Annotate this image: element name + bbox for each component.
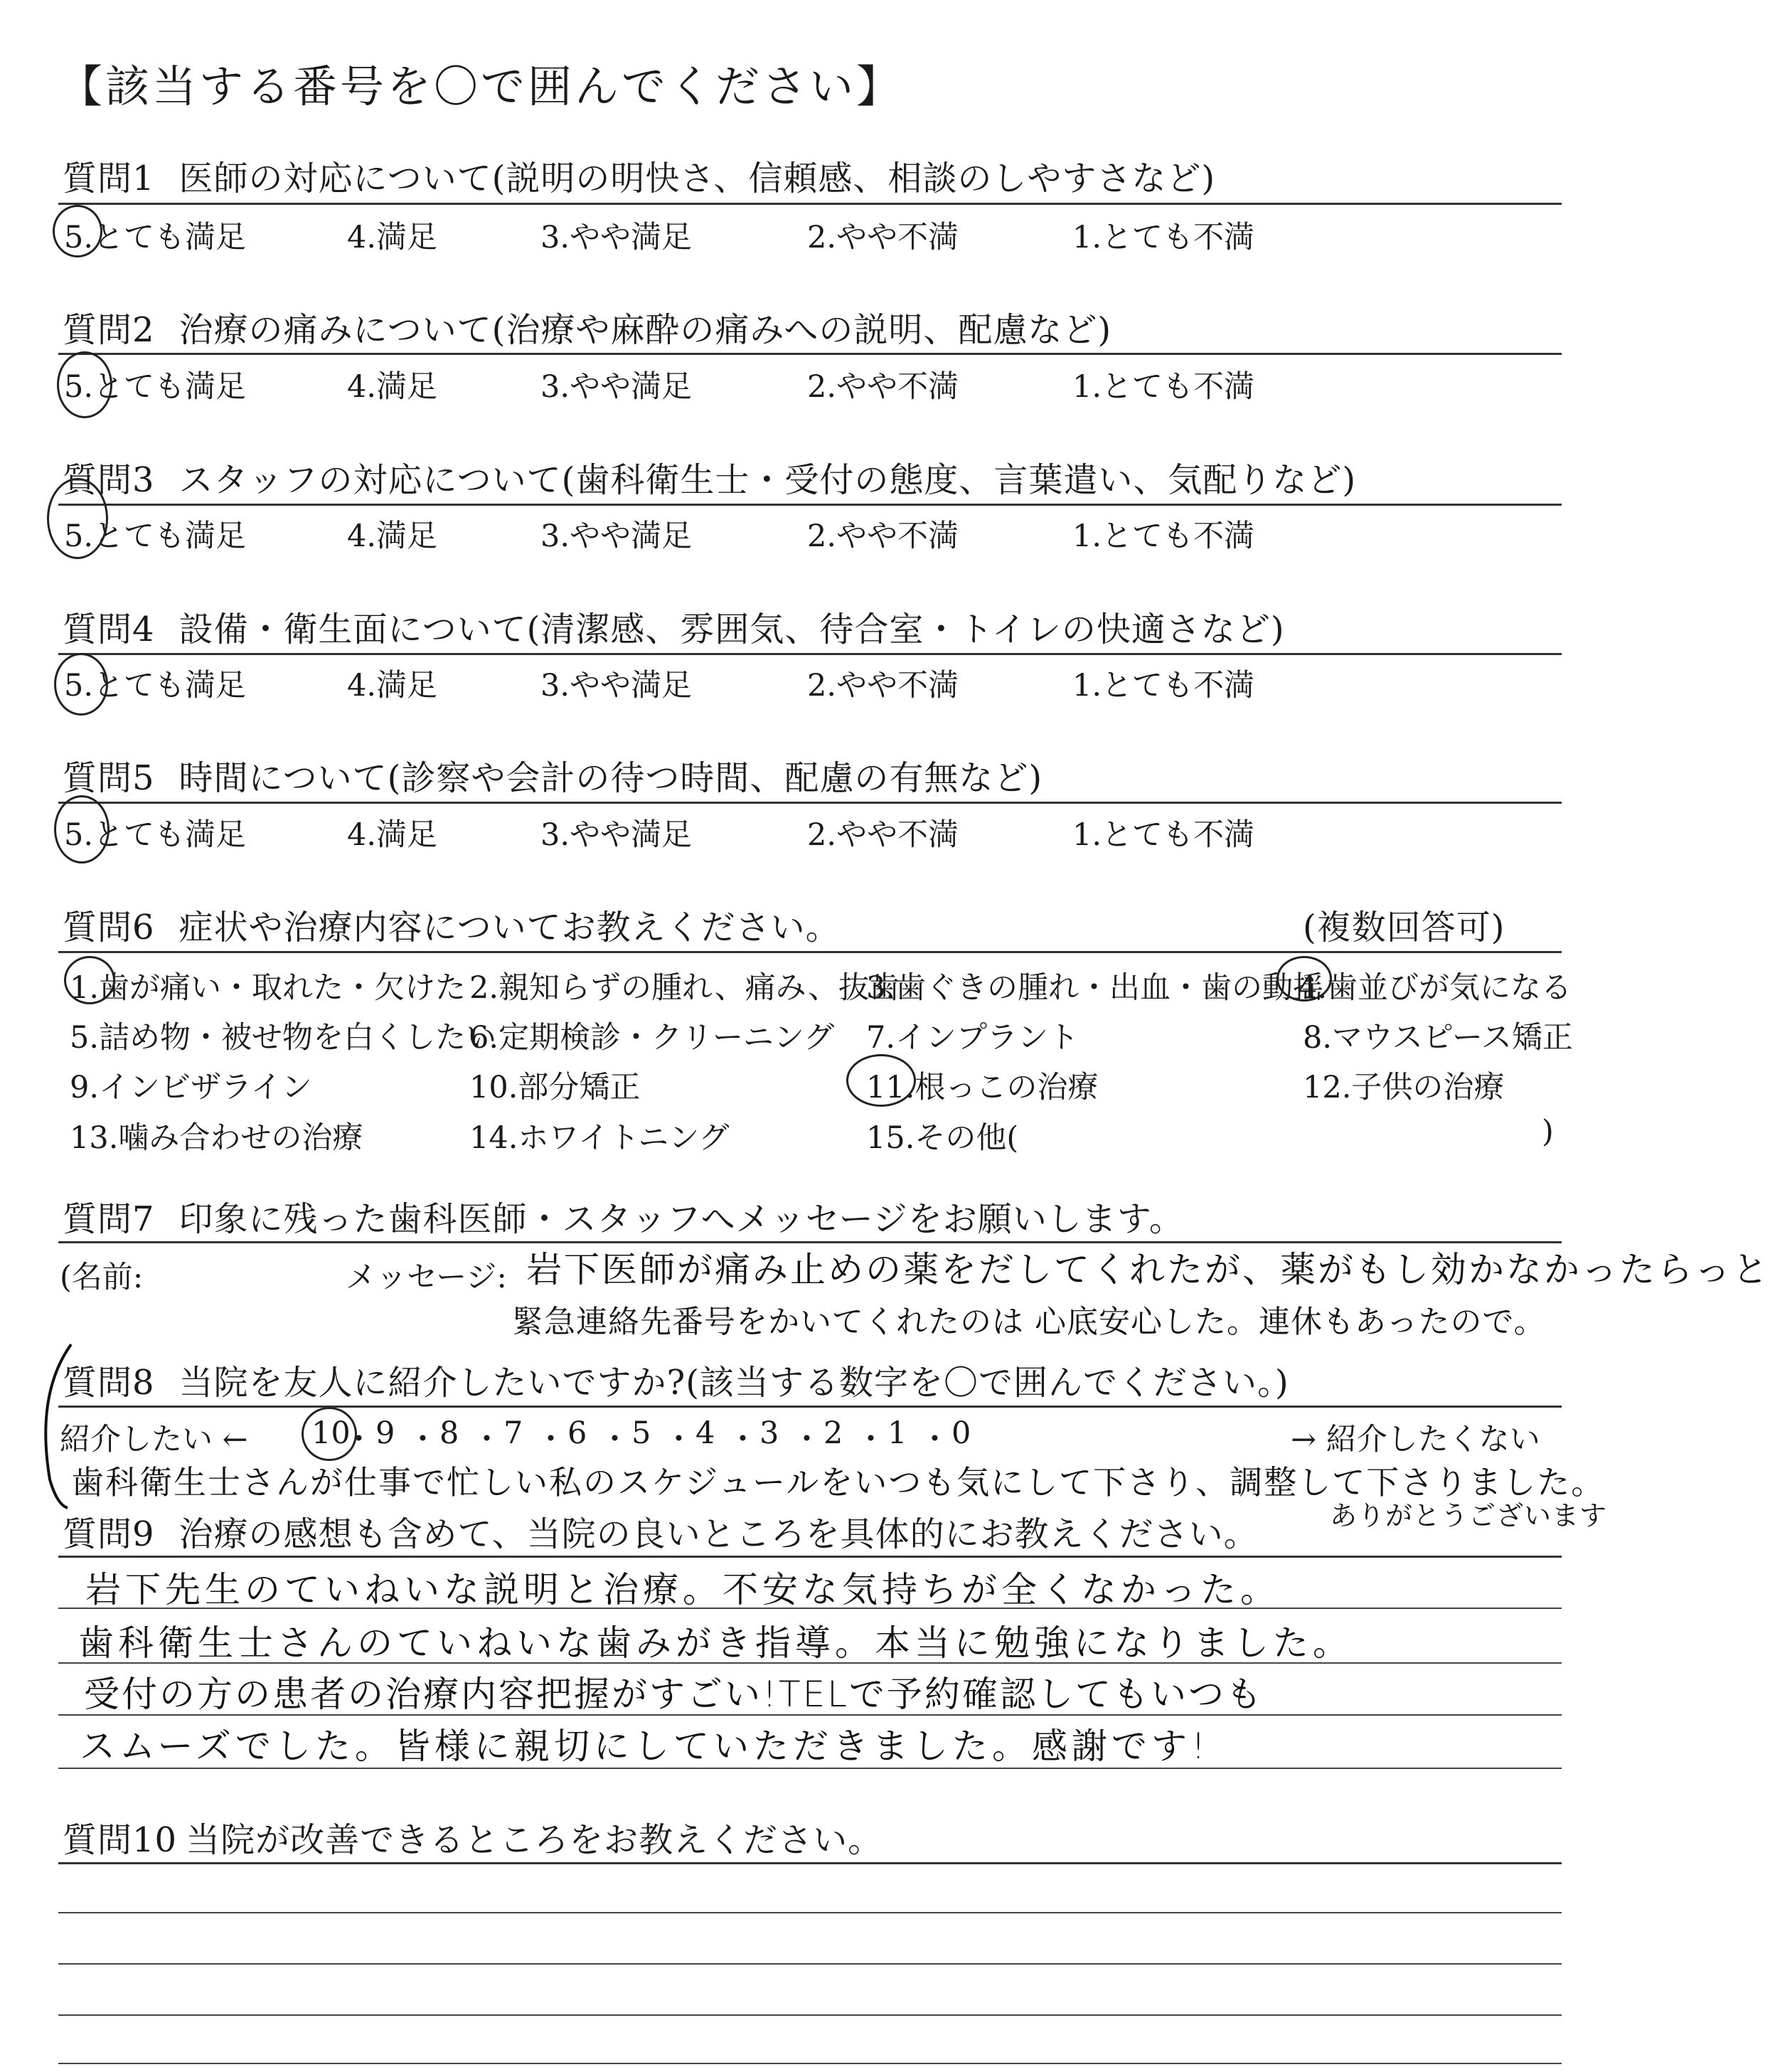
q3-answer-circle bbox=[47, 478, 108, 559]
q8-scale-number-9[interactable]: 9 bbox=[375, 1415, 395, 1451]
q8-scale-separator: ・ bbox=[663, 1422, 694, 1457]
q2-text: 治療の痛みについて(治療や麻酔の痛みへの説明、配慮など) bbox=[178, 310, 1112, 350]
q6-option-7[interactable]: 7.インプラント bbox=[866, 1020, 1079, 1056]
q8-scale-number-6[interactable]: 6 bbox=[567, 1415, 587, 1451]
q3-text: スタッフの対応について(歯科衛生士・受付の態度、言葉遣い、気配りなど) bbox=[178, 460, 1357, 500]
q6-selected-circle-1 bbox=[64, 956, 115, 1004]
q8-handwritten-1: 歯科衛生士さんが仕事で忙しい私のスケジュールをいつも気にして下さり、調整して下さりました。 bbox=[71, 1463, 1606, 1502]
q8-right-label: → 紹介したくない bbox=[1291, 1422, 1540, 1457]
q6-option-13[interactable]: 13.噛み合わせの治療 bbox=[70, 1120, 363, 1156]
q7-name-label: (名前: bbox=[60, 1260, 144, 1295]
q4-option-1[interactable]: 1.とても不満 bbox=[1072, 668, 1255, 703]
q4-text: 設備・衛生面について(清潔感、雰囲気、待合室・トイレの快適さなど) bbox=[178, 610, 1285, 649]
q8-handwritten-2: ありがとうございます bbox=[1330, 1500, 1608, 1531]
q2-answer-circle bbox=[57, 351, 112, 418]
q8-scale-separator: ・ bbox=[855, 1422, 886, 1457]
q7-message-handwritten-2: 緊急連絡先番号をかいてくれたのは 心底安心した。連休もあったので。 bbox=[512, 1304, 1546, 1340]
q8-scale-separator: ・ bbox=[599, 1422, 630, 1457]
q4-option-5[interactable]: 5.とても満足 bbox=[64, 668, 247, 703]
q10-rule bbox=[58, 1862, 1562, 1864]
q6-heading bbox=[63, 900, 841, 949]
q6-text: 症状や治療内容についてお教えください。 bbox=[178, 908, 841, 947]
q9-answer-line-2: 歯科衛生士さんのていねいな歯みがき指導。本当に勉強になりました。 bbox=[78, 1622, 1353, 1664]
q8-scale-number-3[interactable]: 3 bbox=[759, 1415, 779, 1451]
q2-option-1[interactable]: 1.とても不満 bbox=[1072, 369, 1255, 405]
q6-option-12[interactable]: 12.子供の治療 bbox=[1303, 1070, 1505, 1105]
q9-rule bbox=[58, 1556, 1562, 1558]
q6-option-9[interactable]: 9.インビザライン bbox=[70, 1070, 312, 1105]
q1-option-3[interactable]: 3.やや満足 bbox=[540, 220, 693, 255]
q4-heading bbox=[63, 602, 1285, 651]
q10-label: 質問10 bbox=[63, 1820, 178, 1860]
q10-text: 当院が改善できるところをお教えください。 bbox=[186, 1820, 883, 1860]
page-title: 【該当する番号を〇で囲んでください】 bbox=[58, 60, 904, 112]
q8-scale-separator: ・ bbox=[727, 1422, 758, 1457]
q7-heading bbox=[63, 1191, 1184, 1240]
q9-answer-line-3: 受付の方の患者の治療内容把握がすごい!TELで予約確認してもいつも bbox=[84, 1674, 1264, 1715]
q5-option-3[interactable]: 3.やや満足 bbox=[540, 817, 693, 853]
q6-multiple-note: (複数回答可) bbox=[1303, 908, 1505, 947]
q6-option-15[interactable]: 15.その他( bbox=[866, 1120, 1019, 1156]
q2-label: 質問2 bbox=[63, 310, 155, 350]
q1-answer-circle bbox=[53, 205, 102, 257]
q3-option-3[interactable]: 3.やや満足 bbox=[540, 519, 693, 554]
q8-scale-number-10[interactable]: 10 bbox=[311, 1415, 351, 1451]
q3-option-5[interactable]: 5.とても満足 bbox=[64, 519, 247, 554]
q3-label: 質問3 bbox=[63, 460, 155, 500]
q1-option-2[interactable]: 2.やや不満 bbox=[807, 220, 959, 255]
q10-heading bbox=[63, 1812, 883, 1861]
q5-text: 時間について(診察や会計の待つ時間、配慮の有無など) bbox=[178, 758, 1043, 798]
q3-rule bbox=[58, 504, 1562, 506]
q5-answer-circle bbox=[54, 795, 110, 864]
q6-option-11[interactable]: 11.根っこの治療 bbox=[866, 1070, 1099, 1105]
q10-line-2 bbox=[58, 1963, 1562, 1965]
q9-text: 治療の感想も含めて、当院の良いところを具体的にお教えください。 bbox=[178, 1514, 1259, 1554]
q8-scale-separator: ・ bbox=[343, 1422, 374, 1457]
q9-label: 質問9 bbox=[63, 1514, 155, 1554]
q8-scale-number-7[interactable]: 7 bbox=[503, 1415, 523, 1451]
q8-scale-separator: ・ bbox=[407, 1422, 438, 1457]
q5-heading bbox=[63, 750, 1043, 799]
q2-heading bbox=[63, 302, 1111, 351]
q9-answer-line-4: スムーズでした。皆様に親切にしていただきました。感謝です! bbox=[80, 1726, 1210, 1767]
q6-selected-circle-4 bbox=[1276, 956, 1332, 1002]
q4-option-4[interactable]: 4.満足 bbox=[347, 668, 438, 703]
q4-label: 質問4 bbox=[63, 610, 155, 649]
q9-heading bbox=[63, 1507, 1259, 1556]
q8-scale-number-2[interactable]: 2 bbox=[823, 1415, 843, 1451]
q8-scale-number-4[interactable]: 4 bbox=[695, 1415, 715, 1451]
q8-scale-separator: ・ bbox=[535, 1422, 566, 1457]
q6-rule bbox=[58, 951, 1562, 953]
q8-label: 質問8 bbox=[63, 1363, 155, 1403]
q1-option-5[interactable]: 5.とても満足 bbox=[64, 220, 247, 255]
q2-rule bbox=[58, 353, 1562, 355]
q10-line-4 bbox=[58, 2063, 1562, 2064]
q5-option-2[interactable]: 2.やや不満 bbox=[807, 817, 959, 853]
q8-scale-number-1[interactable]: 1 bbox=[887, 1415, 907, 1451]
q8-heading bbox=[63, 1355, 1289, 1404]
q6-option-6[interactable]: 6.定期検診・クリーニング bbox=[469, 1020, 835, 1056]
q4-rule bbox=[58, 653, 1562, 655]
q1-rule bbox=[58, 203, 1562, 205]
q3-option-4[interactable]: 4.満足 bbox=[347, 519, 438, 554]
q7-message-handwritten-1: 岩下医師が痛み止めの薬をだしてくれたが、薬がもし効かなかったらっと bbox=[526, 1249, 1770, 1290]
q8-rule bbox=[58, 1406, 1562, 1408]
q8-text: 当院を友人に紹介したいですか?(該当する数字を〇で囲んでください。) bbox=[178, 1363, 1289, 1403]
q6-option-3[interactable]: 3.歯ぐきの腫れ・出血・歯の動揺 bbox=[866, 970, 1324, 1006]
q8-scale-separator: ・ bbox=[471, 1422, 502, 1457]
q3-heading bbox=[63, 452, 1356, 501]
q10-line-1 bbox=[58, 1912, 1562, 1913]
q8-scale-number-0[interactable]: 0 bbox=[951, 1415, 971, 1451]
q6-option-8[interactable]: 8.マウスピース矯正 bbox=[1303, 1020, 1573, 1056]
q2-option-5[interactable]: 5.とても満足 bbox=[64, 369, 247, 405]
q4-answer-circle bbox=[54, 653, 108, 716]
q7-label: 質問7 bbox=[63, 1199, 155, 1239]
q1-option-1[interactable]: 1.とても不満 bbox=[1072, 220, 1255, 255]
q5-option-4[interactable]: 4.満足 bbox=[347, 817, 438, 853]
q9-answer-line-1: 岩下先生のていねいな説明と治療。不安な気持ちが全くなかった。 bbox=[85, 1569, 1280, 1610]
q1-text: 医師の対応について(説明の明快さ、信頼感、相談のしやすさなど) bbox=[178, 159, 1216, 198]
q6-option-15-close: ) bbox=[1542, 1114, 1554, 1149]
q6-option-5[interactable]: 5.詰め物・被せ物を白くしたい bbox=[70, 1020, 497, 1056]
q5-option-1[interactable]: 1.とても不満 bbox=[1072, 817, 1255, 853]
q8-scale-separator: ・ bbox=[919, 1422, 950, 1457]
q7-text: 印象に残った歯科医師・スタッフへメッセージをお願いします。 bbox=[178, 1199, 1184, 1239]
q8-selected-circle bbox=[302, 1407, 357, 1461]
q1-heading bbox=[63, 151, 1215, 200]
q5-rule bbox=[58, 802, 1562, 804]
q7-message-label: メッセージ: bbox=[346, 1260, 507, 1295]
q3-option-1[interactable]: 1.とても不満 bbox=[1072, 519, 1255, 554]
q4-option-2[interactable]: 2.やや不満 bbox=[807, 668, 959, 703]
q2-option-4[interactable]: 4.満足 bbox=[347, 369, 438, 405]
q1-option-4[interactable]: 4.満足 bbox=[347, 220, 438, 255]
q10-line-3 bbox=[58, 2014, 1562, 2016]
q6-option-4[interactable]: 4.歯並びが気になる bbox=[1298, 970, 1572, 1006]
q5-label: 質問5 bbox=[63, 758, 155, 798]
q8-left-label: 紹介したい ← bbox=[60, 1422, 248, 1457]
q1-label: 質問1 bbox=[63, 159, 155, 198]
q6-selected-circle-11 bbox=[846, 1054, 916, 1107]
q8-scale-number-5[interactable]: 5 bbox=[631, 1415, 651, 1451]
q3-option-2[interactable]: 2.やや不満 bbox=[807, 519, 959, 554]
q6-option-1[interactable]: 1.歯が痛い・取れた・欠けた bbox=[70, 970, 467, 1006]
q5-option-5[interactable]: 5.とても満足 bbox=[64, 817, 247, 853]
q8-scale-number-8[interactable]: 8 bbox=[439, 1415, 459, 1451]
q6-option-14[interactable]: 14.ホワイトニング bbox=[469, 1120, 730, 1156]
q8-scale-separator: ・ bbox=[791, 1422, 822, 1457]
q6-option-2[interactable]: 2.親知らずの腫れ、痛み、抜歯 bbox=[469, 970, 900, 1006]
q4-option-3[interactable]: 3.やや満足 bbox=[540, 668, 693, 703]
q6-label: 質問6 bbox=[63, 908, 155, 947]
q2-option-2[interactable]: 2.やや不満 bbox=[807, 369, 959, 405]
q2-option-3[interactable]: 3.やや満足 bbox=[540, 369, 693, 405]
q6-option-10[interactable]: 10.部分矯正 bbox=[469, 1070, 641, 1105]
